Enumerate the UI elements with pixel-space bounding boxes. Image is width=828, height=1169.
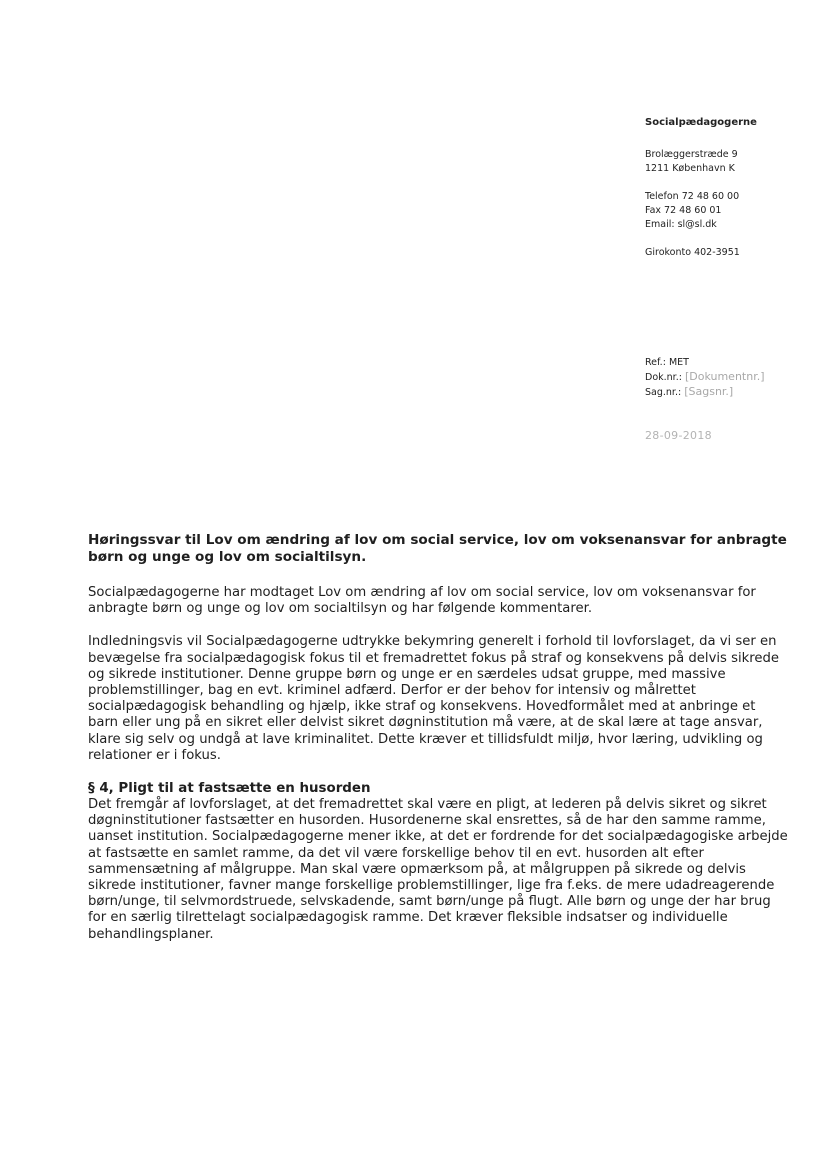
ref-label: Ref.: <box>645 357 666 368</box>
document-date: 28-09-2018 <box>645 429 712 442</box>
sender-block <box>645 116 815 274</box>
sender-giro: Girokonto 402-3951 <box>645 247 740 258</box>
sender-email: Email: sl@sl.dk <box>645 219 717 230</box>
sender-city: 1211 København K <box>645 163 735 174</box>
sag-line <box>645 385 765 400</box>
document-title: Høringssvar til Lov om ændring af lov om social service, lov om voksenansvar for anbragte børn og unge og lov om socialtilsyn. <box>88 532 787 565</box>
section-paragraph: Det fremgår af lovforslaget, at det fremadrettet skal være en pligt, at lederen på delvis sikret og sikret døgninstitutioner fastsætter en husorden. Husordenerne skal ensrettes, så de har den samme ramme, uanset institution. Socialpædagogerne mener ikke, at det er fordrende for det socialpædagogiske arbejde at fastsætte en samlet ramme, da det vil være forskellige behov til en evt. husorden alt efter sammensætning af målgruppe. Man skal være opmærksom på, at målgruppen på sikrede og delvis sikrede institutioner, favner mange forskellige problemstillinger, lige fra f.eks. de mere udadreagerende børn/unge, til selvmordstruede, selvskadende, samt børn/unge på flugt. Alle børn og unge der har brug for en særlig tilrettelagt socialpædagogisk ramme. Det kræver fleksible indsatser og individuelle behandlingsplaner. <box>88 797 788 942</box>
reference-block <box>645 356 765 400</box>
dok-label: Dok.nr.: <box>645 372 682 383</box>
sender-contact <box>645 190 815 232</box>
sag-value: [Sagsnr.] <box>684 385 734 398</box>
sender-street: Brolæggerstræde 9 <box>645 149 738 160</box>
sender-organization: Socialpædagogerne <box>645 117 757 128</box>
section-heading: § 4, Pligt til at fastsætte en husorden <box>88 781 371 797</box>
ref-line <box>645 356 765 370</box>
sender-address <box>645 148 815 176</box>
sender-fax: Fax 72 48 60 01 <box>645 205 722 216</box>
intro-paragraph: Socialpædagogerne har modtaget Lov om ændring af lov om social service, lov om voksenansvar for anbragte børn og unge og lov om socialtilsyn og har følgende kommentarer. <box>88 585 756 617</box>
document-body <box>88 532 788 960</box>
dok-value: [Dokumentnr.] <box>684 370 765 383</box>
sender-giro-block <box>645 246 815 260</box>
sender-phone: Telefon 72 48 60 00 <box>645 191 740 202</box>
dok-line <box>645 370 765 385</box>
ref-value: MET <box>668 357 689 368</box>
paragraph-1: Indledningsvis vil Socialpædagogerne udtrykke bekymring generelt i forhold til lovforslaget, da vi ser en bevægelse fra socialpædagogisk fokus til et fremadrettet fokus på straf og konsekvens på delvis sikrede og sikrede institutioner. Denne gruppe børn og unge er en særdeles udsat gruppe, med massive problemstillinger, bag en evt. kriminel adfærd. Derfor er der behov for intensiv og målrettet socialpædagogisk behandling og hjælp, ikke straf og konsekvens. Hovedformålet med at anbringe et barn eller ung på en sikret eller delvist sikret døgninstitution må være, at de skal lære at tage ansvar, klare sig selv og undgå at lave kriminalitet. Dette kræver et tillidsfuldt miljø, hvor læring, udvikling og relationer er i fokus. <box>88 634 780 763</box>
sag-label: Sag.nr.: <box>645 387 682 398</box>
